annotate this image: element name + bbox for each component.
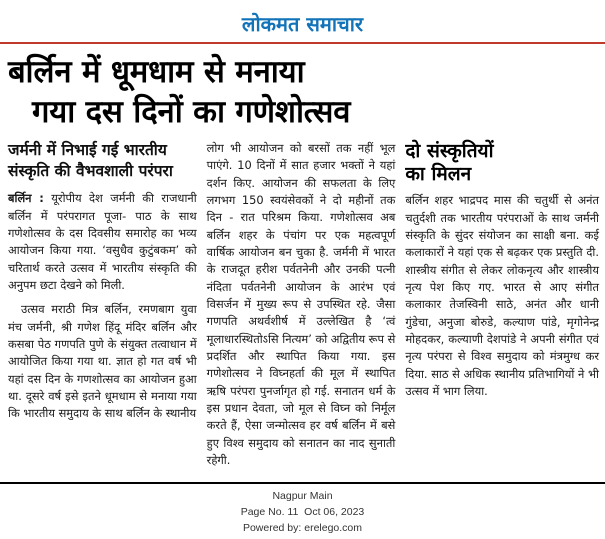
- masthead-title: लोकमत समाचार: [241, 12, 364, 36]
- article-column-3: [405, 140, 599, 438]
- bottom-divider-rule: [0, 482, 605, 484]
- paragraph: बर्लिन शहर भाद्रपद मास की चतुर्थी से अनंत चतुर्दशी तक भारतीय परंपराओं के साथ जर्मनी संस्कृति के सुंदर संयोजन का साक्षी बना. कई कलाकारों ने यहां एक से बढ़कर एक प्रस्तुति दी. शास्त्रीय संगीत से लेकर लोकनृत्य और शास्त्रीय नृत्य पेश किए गए. भारत से आए संगीत कलाकार तेजस्विनी साठे, अनंत और धानी गुंडेचा, अनुजा बोरुडे, कल्याण पांडे, मृगोनेन्द्र मोहदकर, कल्याणी देशपांडे ने अपनी संगीत एवं नृत्य परंपरा से विश्व समुदाय को मंत्रमुग्ध कर दिया. साठ से अधिक स्थानीय प्रतिभागियों ने भी उत्सव में भाग लिया.: [405, 193, 599, 399]
- credit-powered-by: Powered by: erelego.com: [242, 521, 363, 534]
- paragraph: उत्सव मराठी मित्र बर्लिन, रमणबाग युवा मंच जर्मनी, श्री गणेश हिंदू मंदिर बर्लिन और कसबा पेठ गणपति पुणे के संयुक्त तत्वाधान में आयोजित किया गया था. ज्ञात हो गत वर्ष भी यहां दस दिन के गणशोत्सव का आयोजन हुआ था. दूसरे वर्ष इसे इतने धूमधाम से मनाया गया कि भारतीय समुदाय के साथ बर्लिन के स्थानीय: [8, 302, 197, 421]
- paragraph: [8, 190, 197, 294]
- paragraph: लोग भी आयोजन को बरसों तक नहीं भूल पाएंगे. 10 दिनों में सात हजार भक्तों ने यहां दर्शन किए. आयोजन की सफलता के लिए लगभग 150 स्वयंसेवकों ने दो महीनों तक दिन - रात परिश्रम किया. गणेशोत्सव अब बर्लिन शहर के पंचांग पर एक महत्वपूर्ण वार्षिक आयोजन बन चुका है. जर्मनी में भारत के राजदूत हरीश पर्वतनेनी और उनकी पत्नी नंदिता पर्वतनेनी आयोजन के आरंभ एवं विसर्जन में मुख्य रूप से उपस्थित रहे. जैसा गणपति अथर्वशीर्ष में उल्लेखित है ‘त्वं मूलाधारस्थितोऽसि नित्यम’ को अद्वितीय रूप से प्रदर्शित और स्थापित किया गया. इस गणेशोत्सव ने विघ्नहर्ता की मूल में स्थापित ऋषि परंपरा पुनर्जागृत हो गई. सनातन धर्म के इस प्रधान देवता, जो मूल से विघ्न को निर्मूल करते हैं, ऐसा जन्मोत्सव हर वर्ष बर्लिन में बसे हुए विश्व समुदाय को सनातन का नाद सुनाती रहेगी.: [206, 141, 396, 467]
- column-heading: [405, 140, 599, 186]
- masthead: [0, 0, 605, 42]
- article-column-2: [206, 140, 396, 467]
- headline-line-2: गया दस दिनों का गणेशोत्सव: [32, 93, 351, 130]
- article-subhead: जर्मनी में निभाई गई भारतीय संस्कृति की वैभवशाली परंपरा: [8, 141, 173, 180]
- column-heading-line-2: का मिलन: [405, 163, 472, 186]
- dateline: बर्लिन :: [8, 191, 44, 206]
- paragraph-text: यूरोपीय देश जर्मनी की राजधानी बर्लिन में परंपरागत पूजा- पाठ के साथ गणेशोत्सव के दस दिवसीय समारोह का भव्य आयोजन किया गया. ‘वसुधैव कुटुंबकम’ को चरितार्थ करते उत्सव में भारतीय संस्कृति की अनुपम छटा देखने को मिली.: [8, 191, 197, 292]
- headline-line-1: बर्लिन में धूमधाम से मनाया: [8, 53, 305, 90]
- clipping-credits: [0, 489, 605, 536]
- credit-page-date: Page No. 11 Oct 06, 2023: [240, 505, 365, 518]
- article-body: [0, 134, 605, 467]
- article-headline: [0, 44, 605, 135]
- credit-edition: Nagpur Main: [272, 490, 333, 502]
- article-column-1: [8, 140, 197, 438]
- column-heading-line-1: दो संस्कृतियों: [405, 140, 494, 163]
